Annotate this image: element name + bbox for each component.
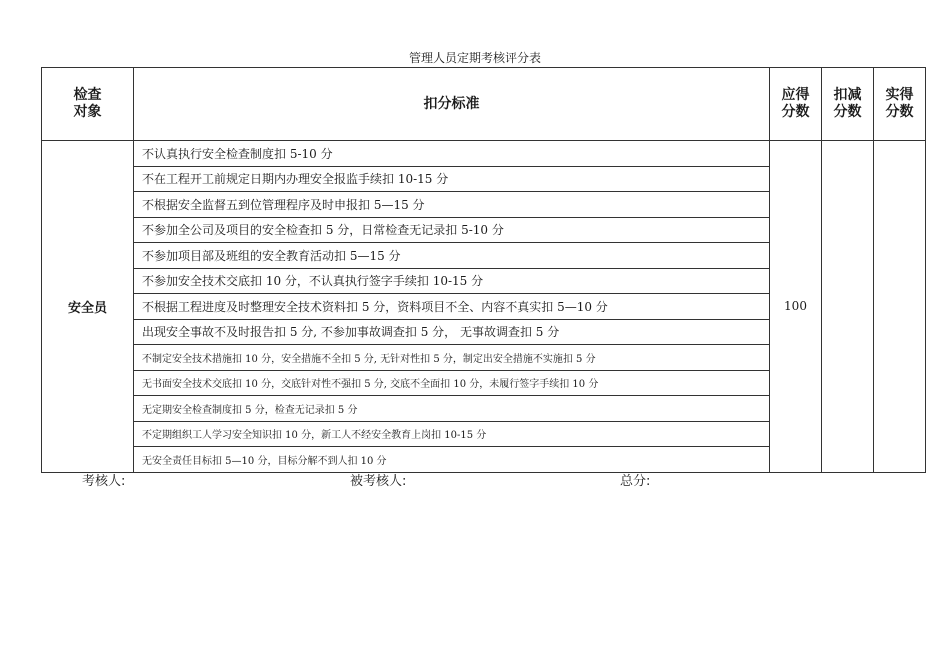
- header-deduct-score: 扣减 分数: [822, 68, 874, 141]
- criteria-item: 不在工程开工前规定日期内办理安全报监手续扣 10-15 分: [134, 166, 770, 192]
- inspection-target: 安全员: [42, 141, 134, 473]
- criteria-item: 无书面安全技术交底扣 10 分，交底针对性不强扣 5 分, 交底不全面扣 10 分，未履行签字手续扣 10 分: [134, 370, 770, 396]
- assessor-label: 考核人:: [82, 474, 126, 489]
- criteria-item: 不制定安全技术措施扣 10 分，安全措施不全扣 5 分, 无针对性扣 5 分，制定出安全措施不实施扣 5 分: [134, 345, 770, 371]
- actual-score-cell[interactable]: [874, 141, 926, 473]
- criteria-item: 无定期安全检查制度扣 5 分，检查无记录扣 5 分: [134, 396, 770, 422]
- form-title: 管理人员定期考核评分表: [408, 51, 541, 65]
- total-score-label: 总分:: [620, 474, 651, 489]
- header-criteria: 扣分标准: [134, 68, 770, 141]
- criteria-item: 不参加项目部及班组的安全教育活动扣 5—15 分: [134, 243, 770, 269]
- criteria-item: 不定期组织工人学习安全知识扣 10 分，新工人不经安全教育上岗扣 10-15 分: [134, 421, 770, 447]
- criteria-item: 无安全责任目标扣 5—10 分，目标分解不到人扣 10 分: [134, 447, 770, 473]
- criteria-item: 不根据工程进度及时整理安全技术资料扣 5 分，资料项目不全、内容不真实扣 5—10 分: [134, 294, 770, 320]
- criteria-item: 不根据安全监督五到位管理程序及时申报扣 5—15 分: [134, 192, 770, 218]
- criteria-item: 不参加全公司及项目的安全检查扣 5 分，日常检查无记录扣 5-10 分: [134, 217, 770, 243]
- header-target: 检查 对象: [42, 68, 134, 141]
- deduct-score-cell[interactable]: [822, 141, 874, 473]
- criteria-item: 不参加安全技术交底扣 10 分，不认真执行签字手续扣 10-15 分: [134, 268, 770, 294]
- criteria-row: [42, 141, 926, 167]
- assessment-table: [41, 67, 926, 473]
- header-row: [42, 68, 926, 141]
- header-due-score: 应得 分数: [770, 68, 822, 141]
- criteria-item: 出现安全事故不及时报告扣 5 分, 不参加事故调查扣 5 分， 无事故调查扣 5 分: [134, 319, 770, 345]
- due-score-value: 100: [770, 141, 822, 473]
- header-actual-score: 实得 分数: [874, 68, 926, 141]
- criteria-item: 不认真执行安全检查制度扣 5-10 分: [134, 141, 770, 167]
- assessee-label: 被考核人:: [350, 474, 407, 489]
